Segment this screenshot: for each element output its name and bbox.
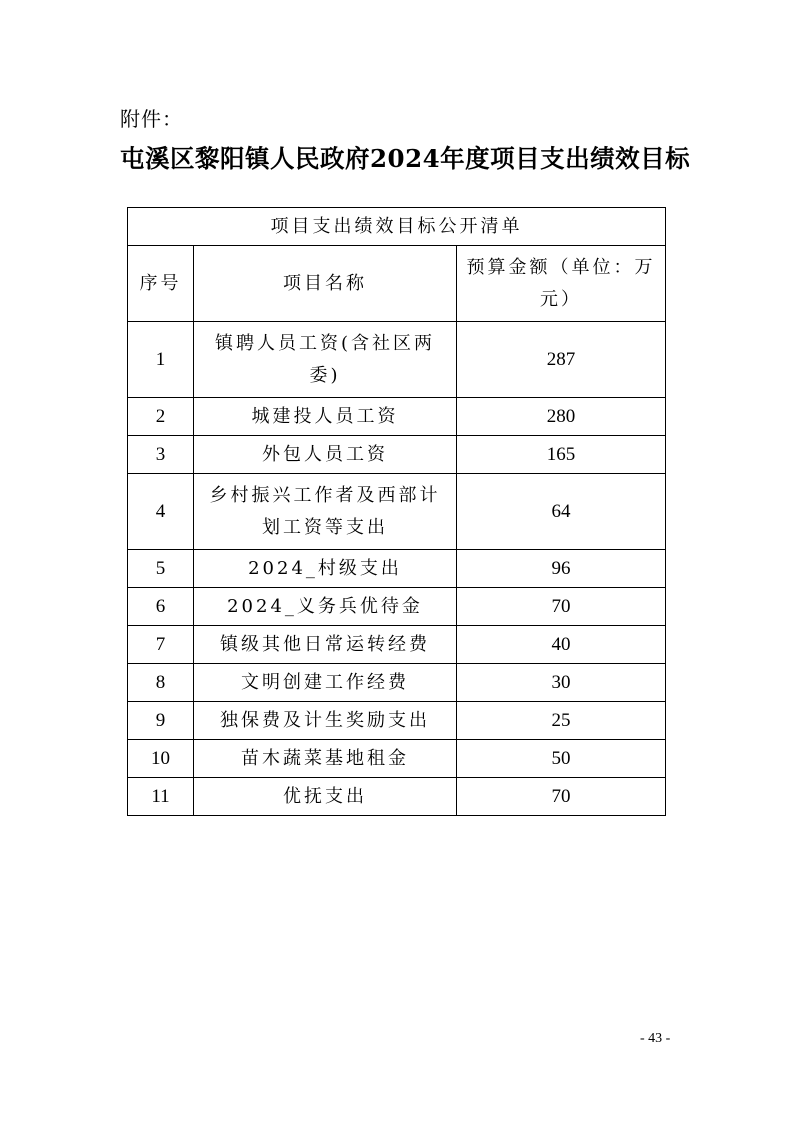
table-caption: 项目支出绩效目标公开清单 [128, 208, 666, 246]
table-row [128, 740, 666, 778]
row-number: 1 [128, 322, 194, 398]
row-project-name: 2024_义务兵优待金 [194, 588, 457, 626]
page-number: - 43 - [640, 1031, 671, 1046]
table-row [128, 664, 666, 702]
row-number: 11 [128, 778, 194, 816]
row-amount: 70 [457, 778, 666, 816]
row-project-name: 城建投人员工资 [194, 398, 457, 436]
table-row [128, 398, 666, 436]
table-header-row [128, 246, 666, 322]
row-number: 10 [128, 740, 194, 778]
row-project-name: 优抚支出 [194, 778, 457, 816]
column-header-amount: 预算金额（单位：万元） [457, 246, 666, 322]
row-amount: 40 [457, 626, 666, 664]
row-number: 6 [128, 588, 194, 626]
row-amount: 287 [457, 322, 666, 398]
row-project-name: 外包人员工资 [194, 436, 457, 474]
table-row [128, 626, 666, 664]
row-amount: 64 [457, 474, 666, 550]
row-project-name: 苗木蔬菜基地租金 [194, 740, 457, 778]
column-header-number: 序号 [128, 246, 194, 322]
row-number: 2 [128, 398, 194, 436]
row-amount: 96 [457, 550, 666, 588]
row-project-name: 文明创建工作经费 [194, 664, 457, 702]
row-project-name: 独保费及计生奖励支出 [194, 702, 457, 740]
row-project-name: 镇级其他日常运转经费 [194, 626, 457, 664]
budget-table [127, 207, 666, 816]
table-row [128, 702, 666, 740]
row-number: 9 [128, 702, 194, 740]
table-row [128, 322, 666, 398]
table-row [128, 436, 666, 474]
row-amount: 25 [457, 702, 666, 740]
row-number: 8 [128, 664, 194, 702]
table-row [128, 588, 666, 626]
row-project-name: 2024_村级支出 [194, 550, 457, 588]
table-row [128, 550, 666, 588]
row-number: 7 [128, 626, 194, 664]
attachment-label: 附件： [120, 107, 183, 131]
table-row [128, 474, 666, 550]
row-number: 4 [128, 474, 194, 550]
row-amount: 165 [457, 436, 666, 474]
table-caption-row [128, 208, 666, 246]
row-number: 3 [128, 436, 194, 474]
row-project-name: 乡村振兴工作者及西部计划工资等支出 [194, 474, 457, 550]
row-amount: 50 [457, 740, 666, 778]
document-title: 屯溪区黎阳镇人民政府2024年度项目支出绩效目标 [120, 144, 691, 173]
row-amount: 280 [457, 398, 666, 436]
table-row [128, 778, 666, 816]
row-number: 5 [128, 550, 194, 588]
column-header-name: 项目名称 [194, 246, 457, 322]
row-project-name: 镇聘人员工资(含社区两委) [194, 322, 457, 398]
row-amount: 30 [457, 664, 666, 702]
row-amount: 70 [457, 588, 666, 626]
